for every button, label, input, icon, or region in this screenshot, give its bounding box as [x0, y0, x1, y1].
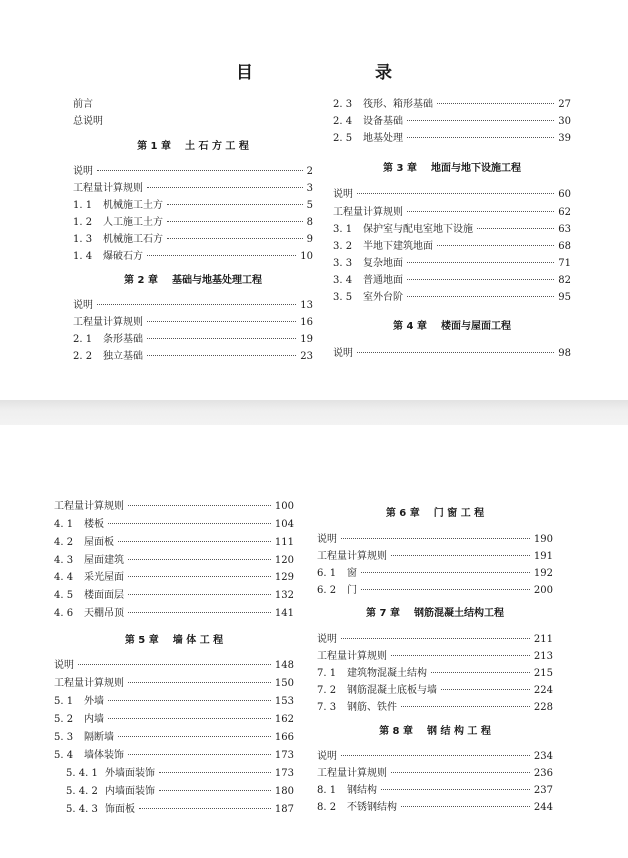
toc-entry[interactable]: 工程量计算规则 62 — [333, 207, 571, 218]
toc-entry[interactable]: 3. 5 室外台阶 95 — [333, 292, 571, 303]
chapter-heading: 第 5 章 墙 体 工 程 — [124, 635, 224, 646]
toc-entry[interactable]: 2. 5 地基处理 39 — [333, 133, 571, 144]
toc-entry[interactable]: 6. 1 窗 192 — [317, 568, 553, 579]
toc-page-1 — [0, 0, 628, 400]
toc-entry[interactable]: 6. 2 门 200 — [317, 585, 553, 596]
page-title: 目 录 — [236, 63, 450, 83]
toc-entry[interactable]: 7. 1 建筑物混凝土结构 215 — [317, 668, 553, 679]
toc-entry[interactable]: 说明 60 — [333, 189, 571, 200]
toc-entry[interactable]: 2. 4 设备基础 30 — [333, 116, 571, 127]
toc-entry[interactable]: 工程量计算规则 236 — [317, 768, 553, 779]
toc-entry[interactable]: 总说明 — [73, 116, 103, 127]
toc-entry[interactable]: 4. 1 楼板 104 — [54, 519, 294, 530]
toc-entry[interactable]: 5. 2 内墙 162 — [54, 714, 294, 725]
toc-entry[interactable]: 5. 4. 2 内墙面装饰 180 — [66, 786, 294, 797]
chapter-heading: 第 8 章 钢 结 构 工 程 — [379, 726, 491, 737]
toc-entry[interactable]: 5. 4. 1 外墙面装饰 173 — [66, 768, 294, 779]
toc-entry[interactable]: 工程量计算规则 100 — [54, 501, 294, 512]
toc-entry[interactable]: 说明 190 — [317, 534, 553, 545]
toc-entry[interactable]: 说明 98 — [333, 348, 571, 359]
chapter-heading: 第 4 章 楼面与屋面工程 — [393, 321, 511, 332]
toc-entry[interactable]: 说明 2 — [73, 166, 313, 177]
toc-entry[interactable]: 8. 2 不锈钢结构 244 — [317, 802, 553, 813]
chapter-heading: 第 1 章 土 石 方 工 程 — [137, 141, 249, 152]
toc-entry[interactable]: 工程量计算规则 150 — [54, 678, 294, 689]
toc-entry[interactable]: 2. 3 筏形、箱形基础 27 — [333, 99, 571, 110]
toc-entry[interactable]: 2. 1 条形基础 19 — [73, 334, 313, 345]
toc-entry[interactable]: 4. 3 屋面建筑 120 — [54, 555, 294, 566]
toc-entry[interactable]: 5. 4. 3 饰面板 187 — [66, 804, 294, 815]
toc-entry[interactable]: 前言 — [73, 99, 93, 110]
toc-entry[interactable]: 7. 3 钢筋、铁件 228 — [317, 702, 553, 713]
toc-entry[interactable]: 1. 2 人工施工土方 8 — [73, 217, 313, 228]
toc-page-2 — [0, 425, 628, 858]
chapter-heading: 第 6 章 门 窗 工 程 — [385, 508, 485, 519]
toc-entry[interactable]: 8. 1 钢结构 237 — [317, 785, 553, 796]
toc-entry[interactable]: 4. 5 楼面面层 132 — [54, 590, 294, 601]
toc-entry[interactable]: 1. 4 爆破石方 10 — [73, 251, 313, 262]
toc-entry[interactable]: 5. 1 外墙 153 — [54, 696, 294, 707]
toc-entry[interactable]: 3. 3 复杂地面 71 — [333, 258, 571, 269]
toc-entry[interactable]: 3. 2 半地下建筑地面 68 — [333, 241, 571, 252]
toc-entry[interactable]: 4. 4 采光屋面 129 — [54, 572, 294, 583]
toc-entry[interactable]: 3. 4 普通地面 82 — [333, 275, 571, 286]
toc-entry[interactable]: 5. 3 隔断墙 166 — [54, 732, 294, 743]
toc-entry[interactable]: 说明 234 — [317, 751, 553, 762]
toc-entry[interactable]: 工程量计算规则 3 — [73, 183, 313, 194]
toc-entry[interactable]: 说明 148 — [54, 660, 294, 671]
toc-entry[interactable]: 4. 6 天棚吊顶 141 — [54, 608, 294, 619]
toc-entry[interactable]: 说明 211 — [317, 634, 553, 645]
chapter-heading: 第 2 章 基础与地基处理工程 — [124, 275, 262, 286]
toc-entry[interactable]: 3. 1 保护室与配电室地下设施 63 — [333, 224, 571, 235]
toc-entry[interactable]: 1. 1 机械施工土方 5 — [73, 200, 313, 211]
toc-entry[interactable]: 说明 13 — [73, 300, 313, 311]
toc-entry[interactable]: 4. 2 屋面板 111 — [54, 537, 294, 548]
toc-entry[interactable]: 1. 3 机械施工石方 9 — [73, 234, 313, 245]
toc-entry[interactable]: 工程量计算规则 191 — [317, 551, 553, 562]
toc-entry[interactable]: 7. 2 钢筋混凝土底板与墙 224 — [317, 685, 553, 696]
toc-entry[interactable]: 5. 4 墙体装饰 173 — [54, 750, 294, 761]
toc-entry[interactable]: 工程量计算规则 213 — [317, 651, 553, 662]
chapter-heading: 第 3 章 地面与地下设施工程 — [383, 163, 521, 174]
page-separator — [0, 400, 628, 425]
toc-entry[interactable]: 2. 2 独立基础 23 — [73, 351, 313, 362]
chapter-heading: 第 7 章 钢筋混凝土结构工程 — [366, 608, 504, 619]
toc-entry[interactable]: 工程量计算规则 16 — [73, 317, 313, 328]
